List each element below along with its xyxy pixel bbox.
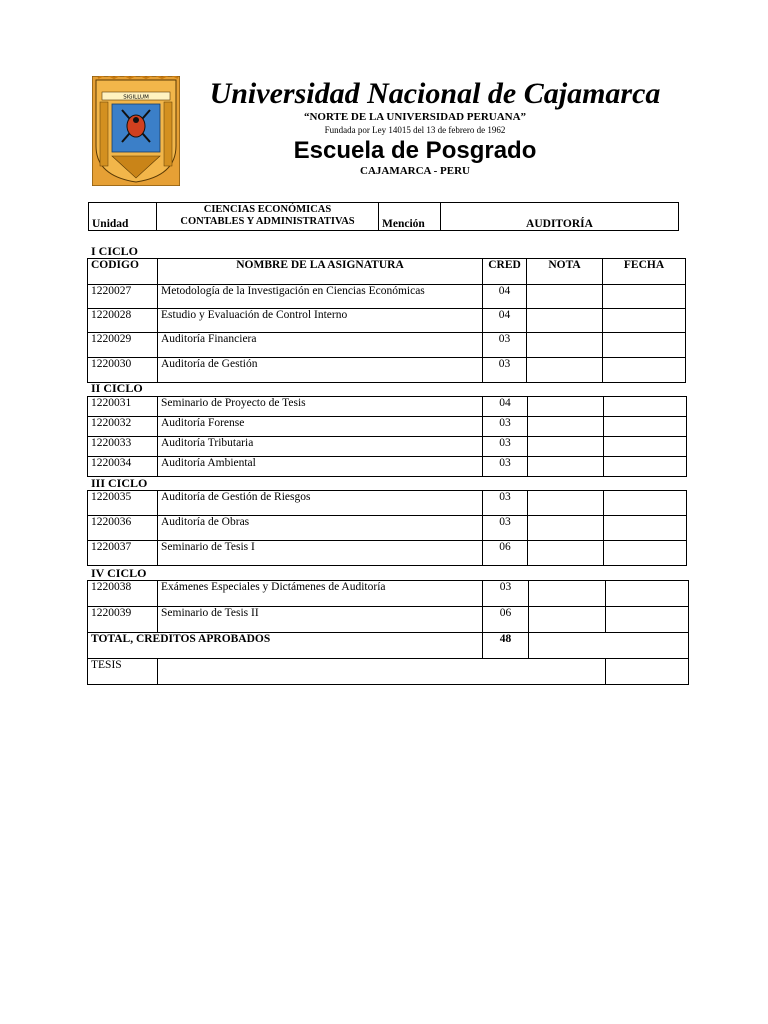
grade-cell (529, 581, 606, 607)
course-name: Auditoría de Gestión de Riesgos (158, 491, 483, 516)
course-cred: 03 (483, 457, 528, 477)
university-name: Universidad Nacional de Cajamarca (209, 77, 661, 110)
mencion-label: Mención (379, 203, 441, 231)
col-cred: CRED (483, 259, 527, 285)
course-code: 1220037 (88, 541, 158, 566)
course-code: 1220036 (88, 516, 158, 541)
date-cell (603, 333, 686, 358)
date-cell (603, 309, 686, 333)
course-cred: 03 (483, 581, 529, 607)
grade-cell (528, 541, 604, 566)
unidad-line-1: CIENCIAS ECONÓMICAS (203, 204, 332, 215)
course-cred: 03 (483, 516, 528, 541)
founded-line: Fundada por Ley 14015 del 13 de febrero de 1962 (324, 125, 506, 135)
col-nombre: NOMBRE DE LA ASIGNATURA (158, 259, 483, 285)
date-cell (604, 491, 687, 516)
cycle-label-4: IV CICLO (91, 566, 147, 580)
city-line: CAJAMARCA - PERU (360, 165, 470, 177)
course-code: 1220031 (88, 397, 158, 417)
course-code: 1220032 (88, 417, 158, 437)
table-row (88, 309, 686, 333)
table-row (88, 333, 686, 358)
course-name: Seminario de Proyecto de Tesis (158, 397, 483, 417)
course-name: Auditoría de Gestión (158, 358, 483, 383)
course-name: Auditoría Ambiental (158, 457, 483, 477)
course-code: 1220029 (88, 333, 158, 358)
course-cred: 03 (483, 333, 527, 358)
table-row (88, 491, 687, 516)
table-row (88, 541, 687, 566)
table-row (88, 457, 687, 477)
course-cred: 03 (483, 417, 528, 437)
date-cell (606, 607, 689, 633)
unidad-label: Unidad (89, 203, 157, 231)
grade-cell (528, 457, 604, 477)
grade-cell (528, 397, 604, 417)
course-cred: 06 (483, 607, 529, 633)
table-row (88, 516, 687, 541)
school-name: Escuela de Posgrado (293, 137, 537, 164)
cycle-label-1: I CICLO (91, 244, 139, 258)
cycle-label-2: II CICLO (91, 381, 143, 395)
unidad-value (157, 203, 379, 231)
course-name: Auditoría Financiera (158, 333, 483, 358)
grade-cell (529, 607, 606, 633)
course-code: 1220035 (88, 491, 158, 516)
course-code: 1220034 (88, 457, 158, 477)
cycle-1-table (87, 258, 686, 383)
date-cell (603, 285, 686, 309)
date-cell (603, 358, 686, 383)
course-name: Auditoría de Obras (158, 516, 483, 541)
motto: “NORTE DE LA UNIVERSIDAD PERUANA” (303, 111, 527, 123)
course-code: 1220033 (88, 437, 158, 457)
course-code: 1220038 (88, 581, 158, 607)
cycle-2-table (87, 396, 687, 477)
date-cell (604, 457, 687, 477)
table-row (88, 581, 689, 607)
col-nota: NOTA (527, 259, 603, 285)
unidad-line-2: CONTABLES Y ADMINISTRATIVAS (180, 216, 355, 227)
cycle-label-3: III CICLO (91, 476, 148, 490)
date-cell (604, 516, 687, 541)
tesis-label: TESIS (88, 659, 158, 685)
table-row (88, 358, 686, 383)
course-cred: 04 (483, 397, 528, 417)
course-code: 1220030 (88, 358, 158, 383)
grade-cell (528, 437, 604, 457)
course-name: Exámenes Especiales y Dictámenes de Auditoría (158, 581, 483, 607)
course-cred: 03 (483, 491, 528, 516)
course-code: 1220028 (88, 309, 158, 333)
tesis-date-cell (606, 659, 689, 685)
total-value: 48 (483, 633, 529, 659)
course-name: Metodología de la Investigación en Ciencias Económicas (158, 285, 483, 309)
date-cell (604, 437, 687, 457)
crest-label: SIGILLUM (123, 94, 149, 101)
course-cred: 04 (483, 309, 527, 333)
course-cred: 04 (483, 285, 527, 309)
tesis-title-cell (158, 659, 606, 685)
date-cell (604, 397, 687, 417)
course-cred: 03 (483, 437, 528, 457)
total-label: TOTAL, CREDITOS APROBADOS (88, 633, 483, 659)
total-empty-cell (529, 633, 689, 659)
table-row (88, 285, 686, 309)
table-row (88, 397, 687, 417)
grade-cell (528, 491, 604, 516)
tesis-row (88, 659, 689, 685)
date-cell (606, 581, 689, 607)
cycle-4-table (87, 580, 689, 685)
col-codigo: CODIGO (88, 259, 158, 285)
grade-cell (527, 333, 603, 358)
course-name: Auditoría Forense (158, 417, 483, 437)
course-code: 1220027 (88, 285, 158, 309)
course-name: Auditoría Tributaria (158, 437, 483, 457)
table-row (88, 437, 687, 457)
course-name: Seminario de Tesis I (158, 541, 483, 566)
course-code: 1220039 (88, 607, 158, 633)
total-row (88, 633, 689, 659)
course-name: Estudio y Evaluación de Control Interno (158, 309, 483, 333)
grade-cell (527, 358, 603, 383)
unit-mention-table (88, 202, 679, 231)
grade-cell (528, 417, 604, 437)
grade-cell (528, 516, 604, 541)
grade-cell (527, 285, 603, 309)
date-cell (604, 541, 687, 566)
course-cred: 03 (483, 358, 527, 383)
grade-cell (527, 309, 603, 333)
table-row (88, 607, 689, 633)
table-row (88, 417, 687, 437)
mencion-value: AUDITORÍA (441, 203, 679, 231)
course-name: Seminario de Tesis II (158, 607, 483, 633)
date-cell (604, 417, 687, 437)
course-cred: 06 (483, 541, 528, 566)
col-fecha: FECHA (603, 259, 686, 285)
cycle-3-table (87, 490, 687, 566)
